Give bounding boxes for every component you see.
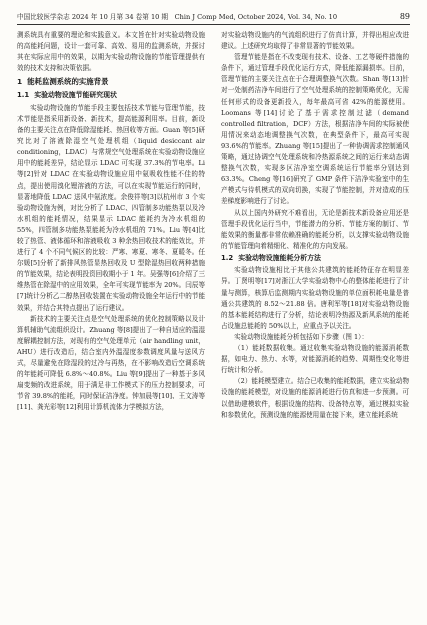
section-1-number: 1 [17,77,23,87]
left-column [17,30,205,620]
section-1-1-title: 实验动物设施节能研究现状 [34,91,117,100]
paragraph-analysis-steps: 实验动物设施能耗分析包括如下步骤（图 1）： [234,332,369,341]
continued-paragraph: 对实验动物设施内的气流组织进行了仿真计算，并得出相应改进建议。上述研究均取得了非常显著的节能效果。 [221,31,409,51]
paragraph-new-technology: 新技术的主要关注点是空气处理系统的优化控制策略以及计算机辅助气流组织设计。Zhuang 等[8]提出了一种自适应的温湿度解耦控制方法，对现有的空气处理单元（air handling unit，AHU）进行改造后，结合室内外温湿度参数调度风量与送风方式，尽量避免在除湿段的过冷与再热，在不影响改造后空调系统的年能耗可降低 6.8%～40.8%。Liu 等[9]提出了一种基于多风扇变频的改进系统，用于满足非工作模式下的压力控制要求，可节省 39.8%的能耗，同时保证洁净度。钟加晨等[10]、王文涛等[11]、龚光彩等[12]利用计算机流体力学模拟方法， [17,314,205,412]
section-1-1-heading [17,90,205,102]
paragraph-management-energy-saving: 管理节能是指在不改变现有技术、设备、工艺等硬件措施的条件下，通过管理手段优化运行方式，降低能源漏损率。目前，管理节能的主要关注点在于合理调整换气次数。Shan 等[13]针对一处制药洁净车间进行了空气处理系统的控制策略优化，无需任何形式的设备更新投入，每年最高可省 42%的能源使用。Loomans 等[14]讨论了基于需求控制过滤（demand controlled filtration，DCF）方法，根据洁净车间的实际被使用情况来动态地调整换气次数，在典型条件下，最高可实现 93.6%的节能率。Zhuang 等[15]提出了一种协调需求控制通风策略，通过协调空气处理系统和冷热源系统之间的运行来动态调整换气次数，实现多区洁净室空调系统运行节能率分别达到 63.3%。Cheng 等[16]研究了 GMP 条件下洁净实验室中的生产模式与待机模式的双向切换，实现了节能控制，并对造成的压差梯度影响进行了讨论。 [221,53,409,206]
section-1-1-number: 1.1 [17,91,30,100]
section-1-2-number: 1.2 [221,253,234,262]
paragraph-technical-energy-saving: 实验动物设施的节能手段主要包括技术节能与管理节能，技术节能是指采用新设备、新技术，提高能源利用率。目前，新设备的主要关注点在降低除湿能耗、热回收等方面。Guan 等[5]研究比对了溶液除湿空气处理机组（liquid desiccant air conditioning，LDAC）与常规空气处理系统在实验动物设施应用中的能耗差异，结论显示 LDAC 可实现 37.3%的节电率。Li 等[2]针对 LDAC 在实验动物设施应用中氨吸收性能不佳的特点，提出使用溴化锂溶液的方法，可以在实现节能运行的同时，显著地降低 LDAC 送风中氨浓度。余俊祥等[3]以杭州市 3 个实验动物设施为例，对比分析了 LDAC、四管制多功能热泵以及冷水机组的能耗情况，结果显示 LDAC 能耗约为冷水机组的 55%，四管制多功能热泵能耗为冷水机组的 71%。Liu 等[4]比较了热管、液体循环和溶液吸收 3 种余热回收技术的能效比，并进行了 4 个不同气候区的比较：严寒、寒夏、寒冬、夏暖冬。任尔媛[5]分析了新排风热管显热回收及 U 型除湿热回收两种措施的节能效果，结论表明投资回收期小于 1 年。吴强等[6]介绍了三维热管在除湿中的应用效果，全年可实现节能率为 20%。闫辰等[7]统计分析乙二醇热回收装置在实验动物设施全年运行中的节能效果，并结合其特点提出了运行建议。 [17,103,205,312]
page-number: 89 [399,12,410,21]
right-column [221,30,409,620]
running-header [17,10,410,25]
section-1-heading [17,76,205,88]
paragraph-energy-characteristics: 实验动物设施相比于其他公共建筑的能耗特征存在明显差异。丁贤明等[17]对浙江大学实验动物中心的整体能耗进行了计量与测算，核算后监测期内实验动物设施的单位面积耗电量是普通公共建筑的 8.52～21.88 倍。唐利军等[18]对实验动物设施的基本能耗结构进行了分析，结论表明冷热源及新风系统的能耗占设施总能耗的 50%以上，应重点予以关注。 [221,266,409,330]
paragraph-summary: 从以上国内外研究不难看出，无论是新技术新设备应用还是管理手段优化运行当中，节能潜力的分析、节能方案的制订、节能效果的衡量都非常依赖准确的能耗分析，以支撑实验动物设施的节能管理向着精细化、精准化的方向发展。 [221,208,409,250]
journal-citation: 中国比较医学杂志 2024 年 10 月第 34 卷第 10 期 Chin J Comp Med, October 2024, Vol. 34, No. 10 [17,13,338,21]
intro-paragraph: 测系统具有重要的理论和实践意义。本文旨在针对实验动物设施的高能耗问题，设计一套可靠、高效、易用的监测系统，并探讨其在实际应用中的效果，以期为实验动物设施的节能管理提供有效的技术支持和决策依据。 [17,31,205,73]
paragraph-step-2: （2）能耗模型建立。结合已收集的能耗数据，建立实验动物设施的能耗模型，对设施的能源消耗进行仿真和进一步预测。可以借助建模软件，根据设施的结构、设备特点等，通过模拟实验和参数优化，预测设施的能源使用量在接下来，建立能耗系统 [221,377,409,419]
section-1-title: 能耗监测系统的实施背景 [27,77,109,87]
paragraph-step-1: （1）能耗数据收集。通过收集实验动物设施的能源消耗数据，如电力、热力、水等，对能源消耗的趋势、周期性变化等进行统计和分析。 [221,344,409,375]
section-1-2-title: 实验动物设施能耗分析方法 [238,253,321,262]
section-1-2-heading [221,253,409,265]
